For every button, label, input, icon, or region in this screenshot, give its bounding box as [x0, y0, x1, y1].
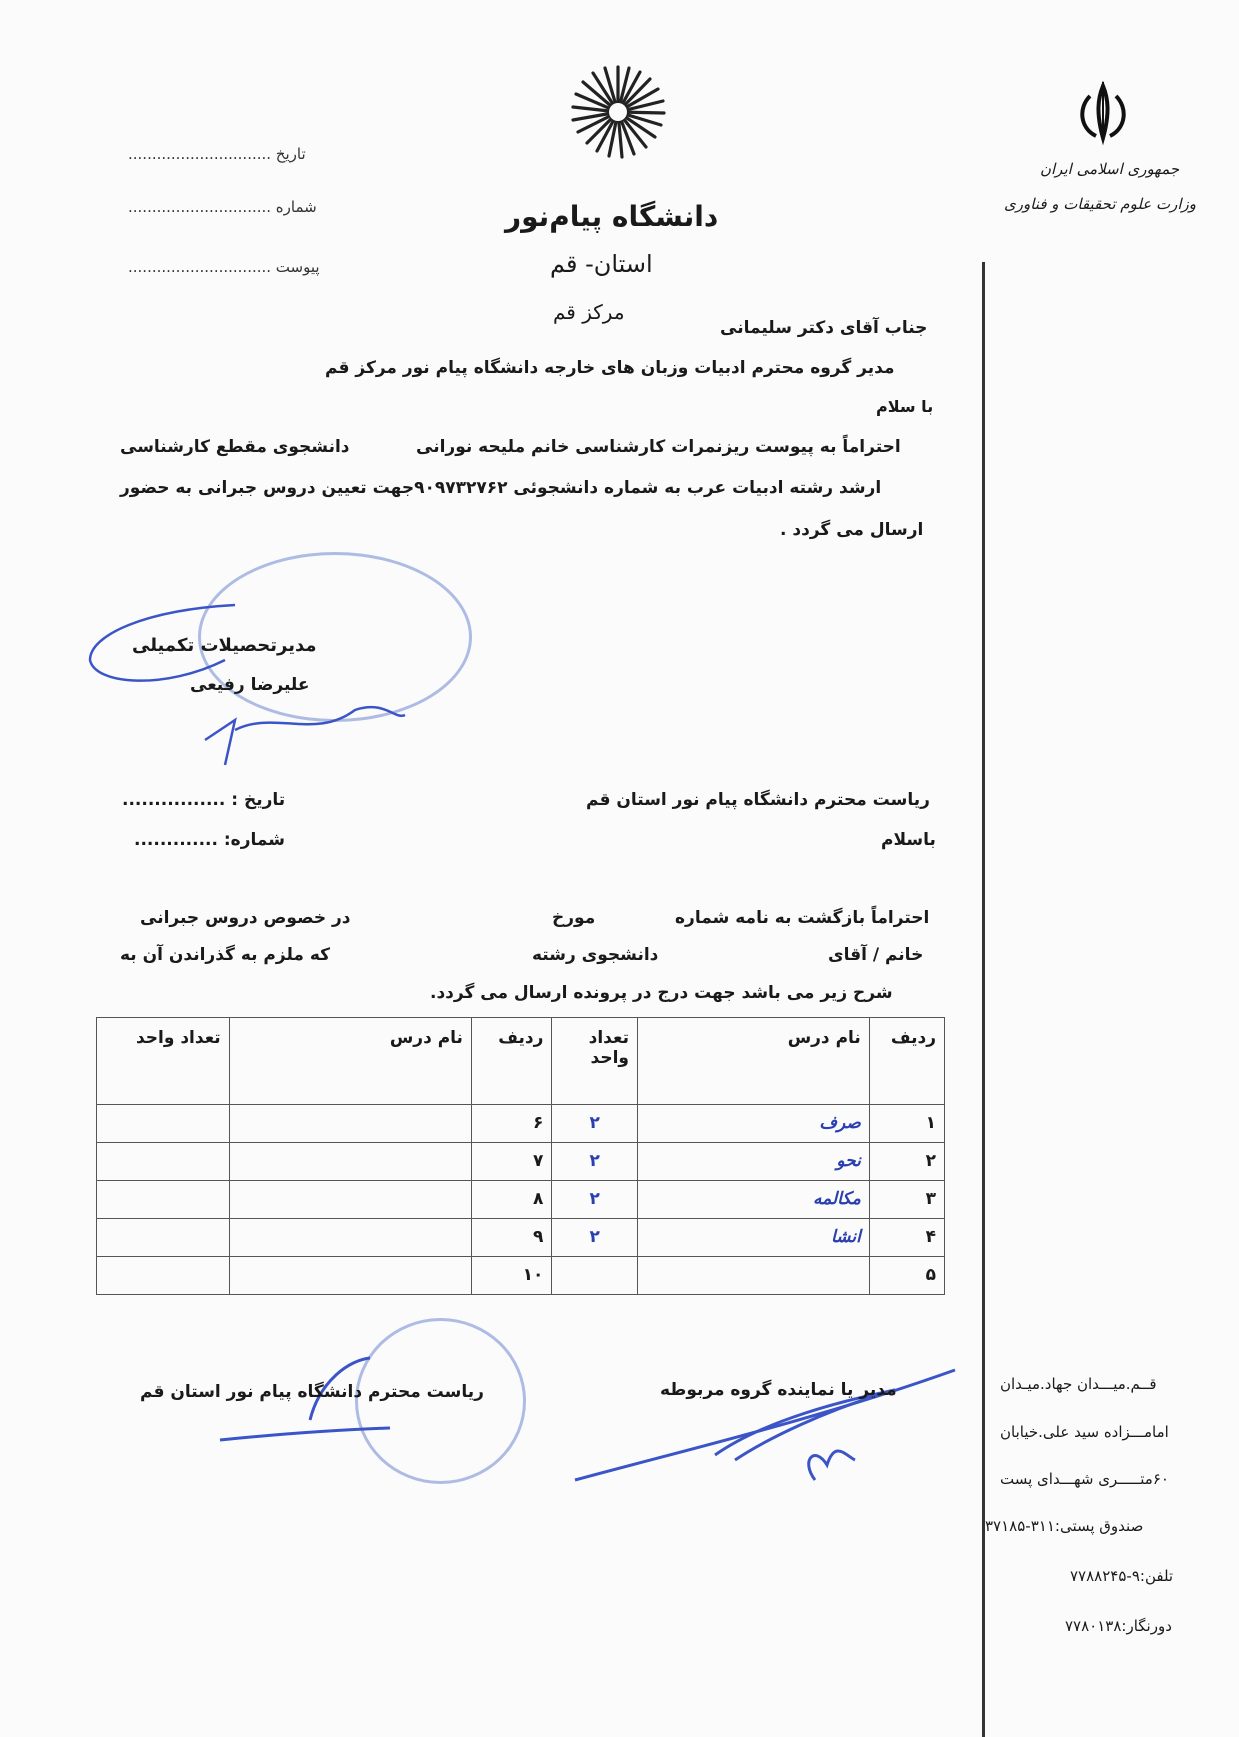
course-units: ۲ — [552, 1181, 638, 1219]
course-units — [97, 1257, 230, 1295]
number-field: شماره .............................. — [128, 198, 317, 216]
row-number: ۳ — [869, 1181, 944, 1219]
row-number: ۹ — [471, 1219, 551, 1257]
row-number: ۵ — [869, 1257, 944, 1295]
row-number: ۲ — [869, 1143, 944, 1181]
course-name: انشا — [637, 1219, 869, 1257]
signer-title: مدیرتحصیلات تکمیلی — [132, 635, 317, 656]
header-course-name-1: نام درس — [637, 1018, 869, 1105]
course-name — [229, 1257, 471, 1295]
row-number: ۷ — [471, 1143, 551, 1181]
course-name: نحو — [637, 1143, 869, 1181]
salutation: جناب آقای دکتر سلیمانی — [720, 318, 928, 338]
header-row-number-1: ردیف — [869, 1018, 944, 1105]
row-number: ۱۰ — [471, 1257, 551, 1295]
row-number: ۱ — [869, 1105, 944, 1143]
course-name — [229, 1181, 471, 1219]
reply-addressee: ریاست محترم دانشگاه پیام نور استان قم — [586, 790, 930, 810]
body-line-1a: احتراماً به پیوست ریزنمرات کارشناسی خانم ملیحه نورانی — [416, 437, 901, 457]
header-course-name-2: نام درس — [229, 1018, 471, 1105]
row-number: ۴ — [869, 1219, 944, 1257]
course-name — [229, 1105, 471, 1143]
reply-line-2c: که ملزم به گذراندن آن به — [120, 945, 331, 965]
course-units — [97, 1181, 230, 1219]
reply-line-2a: خانم / آقای — [828, 945, 924, 965]
table-header-row — [97, 1018, 945, 1105]
header-units-2: تعداد واحد — [97, 1018, 230, 1105]
reply-greeting: باسلام — [881, 830, 936, 850]
margin-rule — [982, 262, 985, 1737]
iran-emblem-icon — [1068, 78, 1138, 148]
course-units — [97, 1143, 230, 1181]
attachment-field: پیوست .............................. — [128, 258, 320, 276]
address-line-3: ۶۰متـــــری شهـــدای پست — [1000, 1470, 1169, 1488]
university-name: دانشگاه پیام‌نور — [505, 200, 719, 233]
body-line-2: ارشد رشته ادبیات عرب به شماره دانشجوئی ۹۰۹۷۳۲۷۶۲جهت تعیین دروس جبرانی به حضور — [120, 478, 882, 498]
reply-number-field: شماره: ............. — [134, 830, 285, 850]
reply-line-2b: دانشجوی رشته — [532, 945, 659, 965]
fax-number: دورنگار:۷۷۸۰۱۳۸ — [1065, 1617, 1172, 1635]
row-number: ۸ — [471, 1181, 551, 1219]
signer-name: علیرضا رفیعی — [190, 675, 310, 695]
ministry-line-2: وزارت علوم تحقیقات و فناوری — [1004, 195, 1197, 213]
course-units: ۲ — [552, 1143, 638, 1181]
header-units-1: تعداد واحد — [552, 1018, 638, 1105]
course-name: صرف — [637, 1105, 869, 1143]
letter-greeting: با سلام — [876, 397, 934, 416]
table-row — [97, 1143, 945, 1181]
date-field: تاریخ .............................. — [128, 145, 306, 163]
payam-noor-logo-icon — [568, 62, 668, 162]
body-line-3: ارسال می گردد . — [780, 520, 924, 540]
course-name — [229, 1143, 471, 1181]
course-units — [97, 1219, 230, 1257]
recipient-title: مدیر گروه محترم ادبیات وزبان های خارجه دانشگاه پیام نور مرکز قم — [325, 358, 895, 378]
reply-line-1c: در خصوص دروس جبرانی — [140, 908, 351, 928]
reply-line-1a: احتراماً بازگشت به نامه شماره — [675, 908, 930, 928]
course-units — [552, 1257, 638, 1295]
reply-line-1b: مورخ — [552, 908, 596, 928]
address-line-2: امامـــزاده سید علی.خیابان — [1000, 1423, 1169, 1441]
province-name: استان- قم — [550, 250, 653, 278]
table-row — [97, 1257, 945, 1295]
course-name — [637, 1257, 869, 1295]
group-manager-signature-label: مدیر یا نماینده گروه مربوطه — [660, 1380, 897, 1400]
address-line-1: قــم.میـــدان جهاد.میـدان — [1000, 1375, 1157, 1393]
table-row — [97, 1181, 945, 1219]
reply-date-field: تاریخ : ................ — [122, 790, 286, 810]
header-row-number-2: ردیف — [471, 1018, 551, 1105]
center-name: مرکز قم — [553, 300, 625, 324]
row-number: ۶ — [471, 1105, 551, 1143]
table-row — [97, 1105, 945, 1143]
course-units: ۲ — [552, 1219, 638, 1257]
ministry-line-1: جمهوری اسلامی ایران — [1040, 160, 1180, 178]
phone-number: تلفن:۹-۷۷۸۸۲۴۵ — [1070, 1567, 1174, 1585]
course-name — [229, 1219, 471, 1257]
president-signature-label: ریاست محترم دانشگاه پیام نور استان قم — [140, 1382, 484, 1402]
reply-line-3: شرح زیر می باشد جهت درج در پرونده ارسال می گردد. — [430, 983, 893, 1003]
course-units: ۲ — [552, 1105, 638, 1143]
body-line-1b: دانشجوی مقطع کارشناسی — [120, 437, 350, 457]
course-name: مکالمه — [637, 1181, 869, 1219]
table-row — [97, 1219, 945, 1257]
course-units — [97, 1105, 230, 1143]
address-line-4: صندوق پستی:۳۱۱-۳۷۱۸۵ — [985, 1517, 1144, 1535]
courses-table — [96, 1017, 945, 1295]
